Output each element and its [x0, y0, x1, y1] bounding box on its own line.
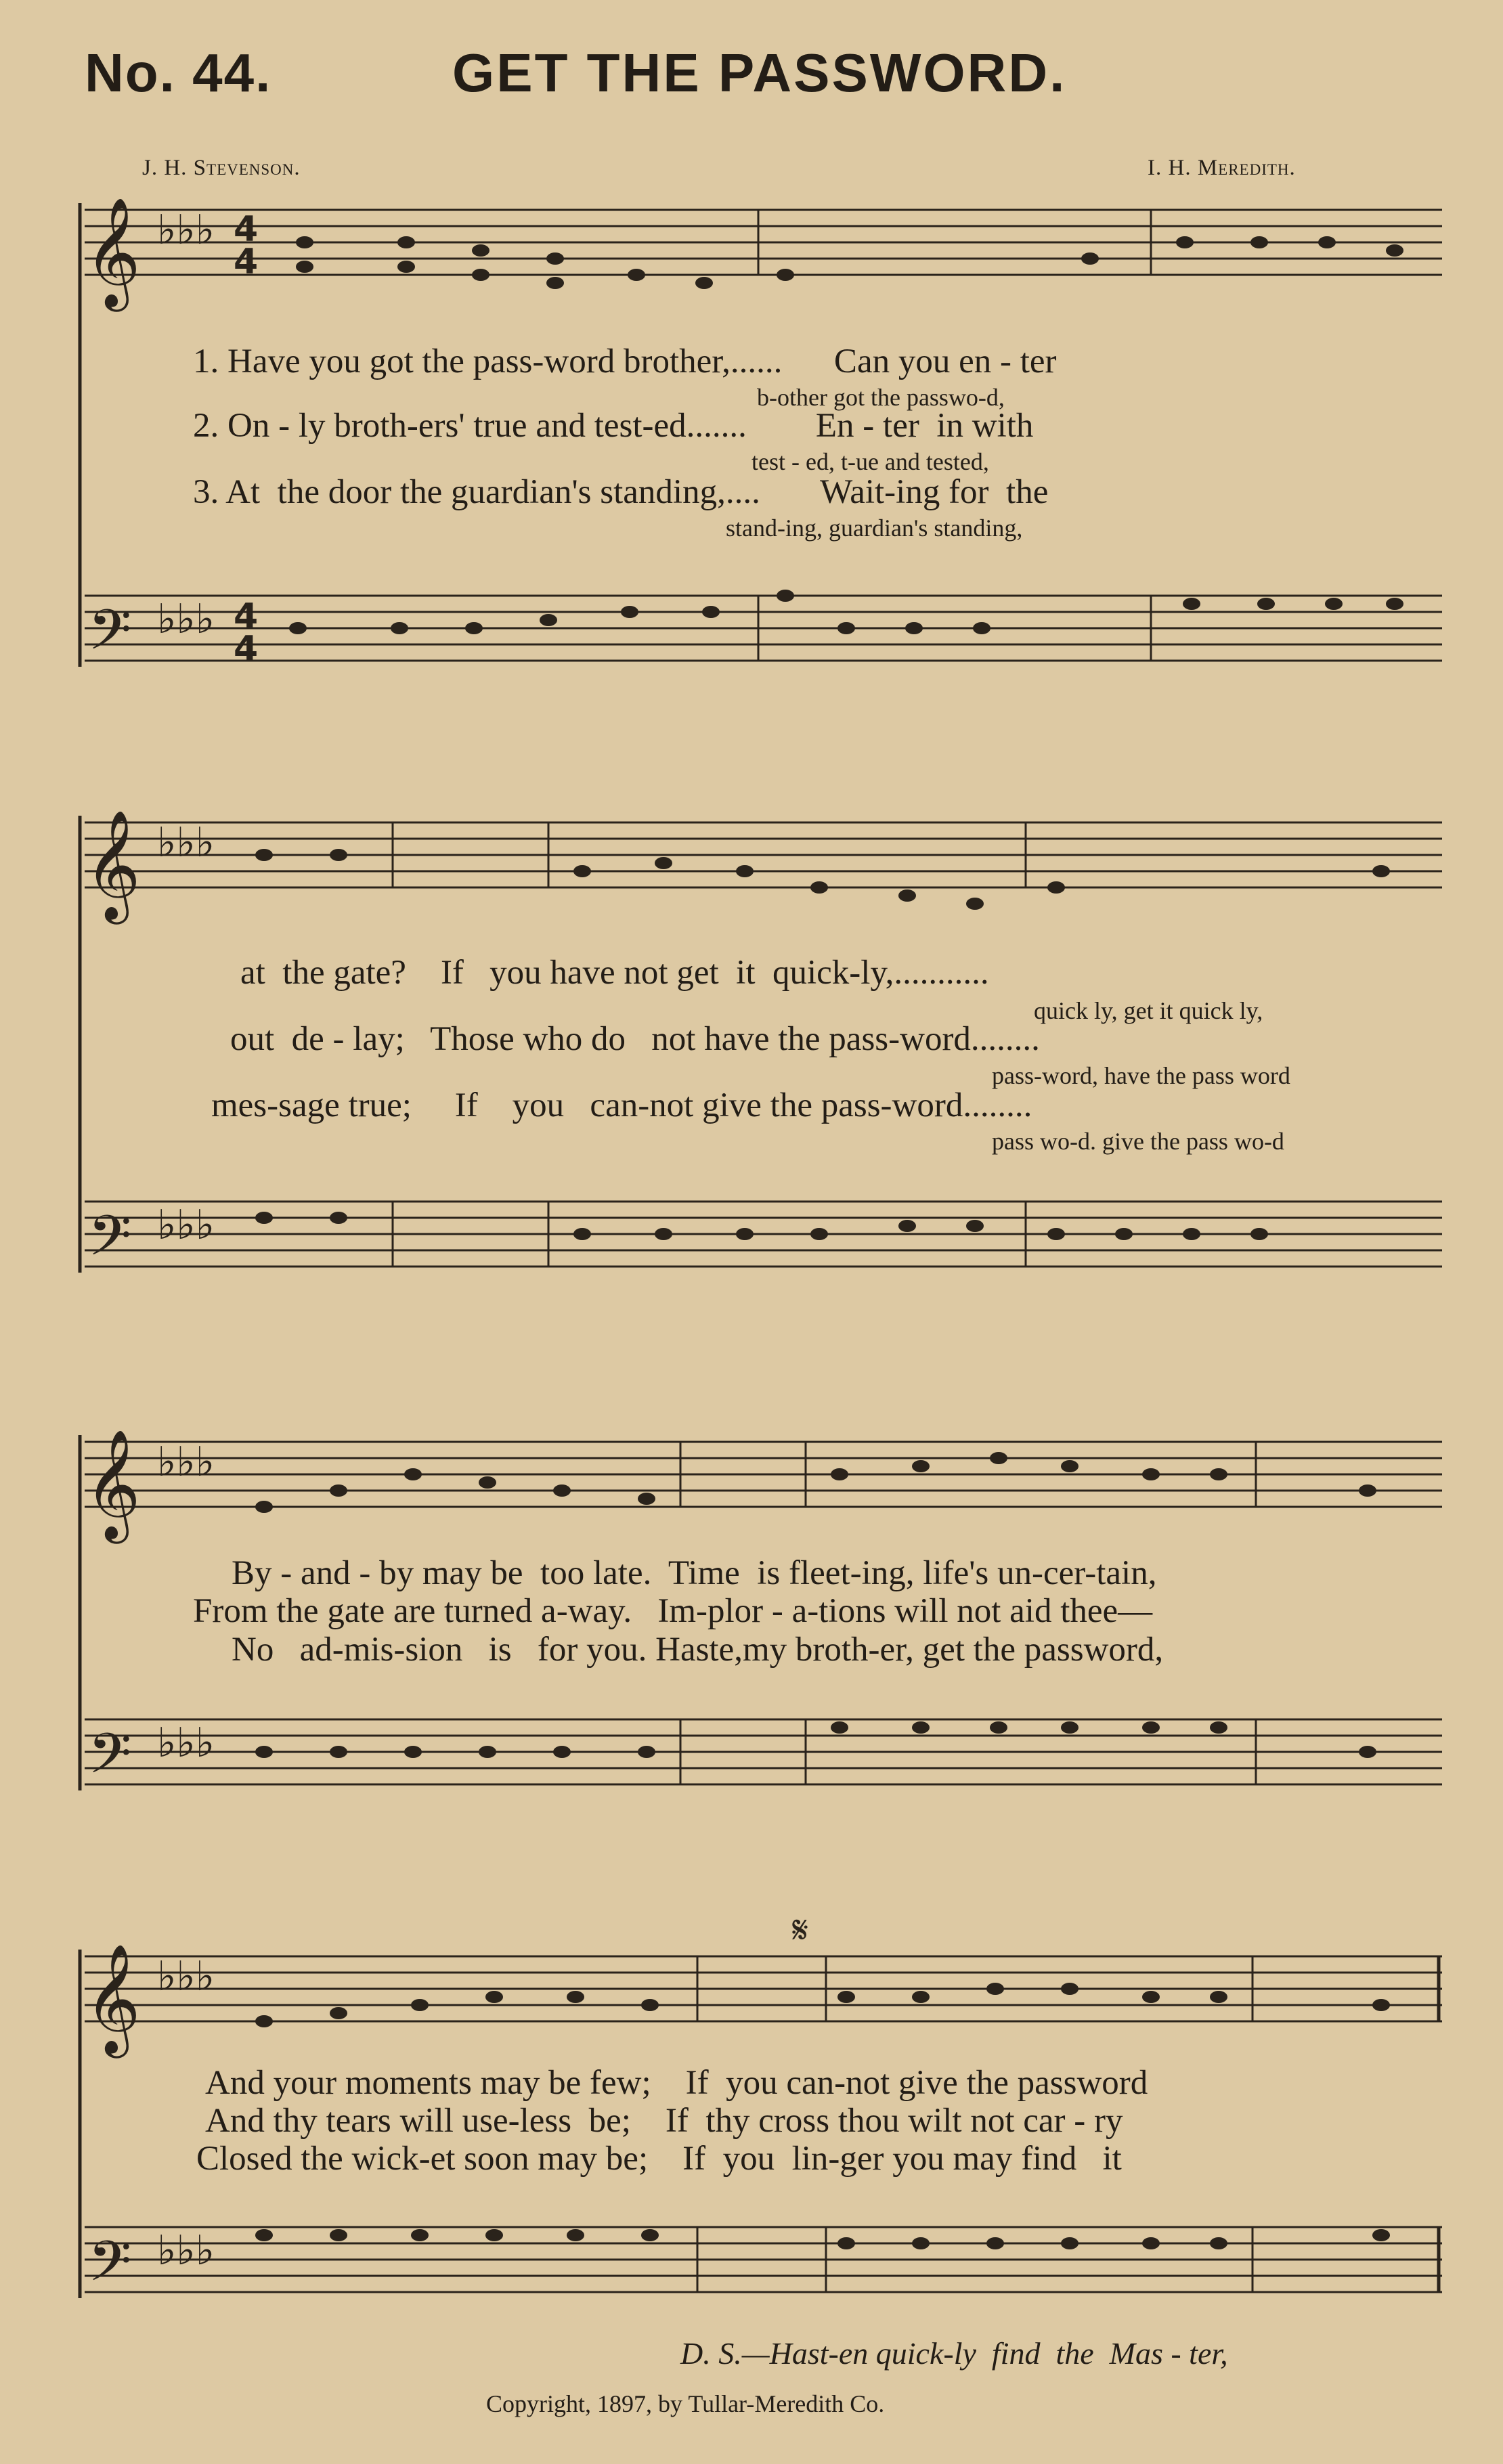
svg-text:4: 4: [234, 596, 259, 637]
lyric-line-2-verse-3: mes-sage true; If you can-not give the pass-word........: [211, 1086, 1032, 1124]
copyright-notice: Copyright, 1897, by Tullar-Meredith Co.: [486, 2390, 885, 2417]
svg-text:♭♭♭: ♭♭♭: [157, 1438, 215, 1486]
svg-text:♭♭♭: ♭♭♭: [157, 1202, 215, 1249]
svg-text:♭♭♭: ♭♭♭: [157, 206, 215, 254]
svg-text:4: 4: [234, 242, 259, 282]
staff-bass-2: [85, 1202, 1442, 1267]
staff-bass-4: [85, 2227, 1442, 2292]
lyric-line-3-verse-2: From the gate are turned a-way. Im-plor - a-tions will not aid thee—: [193, 1592, 1153, 1630]
staff-treble-4: [85, 1956, 1442, 2021]
staff-bass-3: [85, 1719, 1442, 1784]
svg-text:4: 4: [234, 209, 259, 250]
echo-line-2-verse-1: quick ly, get it quick ly,: [1034, 997, 1263, 1024]
echo-line-1-verse-2: test - ed, t-ue and tested,: [752, 448, 989, 475]
echo-line-2-verse-3: pass wo-d. give the pass wo-d: [992, 1128, 1284, 1155]
svg-text:♭♭♭: ♭♭♭: [157, 596, 215, 643]
dal-segno-text: D. S.—Hast-en quick-ly find the Mas - ter,: [680, 2336, 1228, 2371]
svg-text:𝄞: 𝄞: [85, 810, 141, 920]
lyric-line-1-verse-1: 1. Have you got the pass-word brother,...... Can you en - ter: [193, 343, 1057, 380]
lyricist-credit: J. H. Stevenson.: [142, 156, 301, 180]
svg-text:𝄞: 𝄞: [85, 197, 141, 307]
echo-line-1-verse-3: stand-ing, guardian's standing,: [726, 514, 1023, 542]
hymn-number: No. 44.: [85, 43, 272, 103]
svg-text:♭♭♭: ♭♭♭: [157, 2227, 215, 2274]
svg-text:𝄢: 𝄢: [88, 2228, 132, 2308]
composer-credit: I. H. Meredith.: [1148, 156, 1296, 180]
lyric-line-1-verse-3: 3. At the door the guardian's standing,.... Wait-ing for the: [193, 473, 1049, 511]
staff-treble-2: [85, 822, 1442, 887]
lyric-line-4-verse-1: And your moments may be few; If you can-not give the password: [205, 2064, 1148, 2102]
svg-text:♭♭♭: ♭♭♭: [157, 819, 215, 866]
svg-text:𝄋: 𝄋: [792, 1908, 809, 1952]
echo-line-1-verse-1: b-other got the passwo-d,: [757, 384, 1005, 411]
svg-text:4: 4: [234, 629, 259, 669]
staff-treble-1: [85, 210, 1442, 275]
svg-text:𝄞: 𝄞: [85, 1429, 141, 1539]
svg-text:𝄢: 𝄢: [88, 1203, 132, 1282]
lyric-line-4-verse-2: And thy tears will use-less be; If thy cross thou wilt not car - ry: [205, 2102, 1123, 2140]
lyric-line-3-verse-1: By - and - by may be too late. Time is fleet-ing, life's un-cer-tain,: [232, 1554, 1157, 1592]
echo-line-2-verse-2: pass-word, have the pass word: [992, 1062, 1290, 1089]
svg-text:♭♭♭: ♭♭♭: [157, 1719, 215, 1767]
lyric-line-2-verse-1: at the gate? If you have not get it quick-ly,...........: [240, 954, 989, 992]
svg-text:𝄢: 𝄢: [88, 1721, 132, 1800]
svg-text:♭♭♭: ♭♭♭: [157, 1953, 215, 2000]
lyric-line-3-verse-3: No ad-mis-sion is for you. Haste,my broth-er, get the password,: [232, 1631, 1164, 1669]
staff-treble-3: [85, 1442, 1442, 1507]
svg-text:𝄞: 𝄞: [85, 1943, 141, 2054]
lyric-line-1-verse-2: 2. On - ly broth-ers' true and test-ed....... En - ter in with: [193, 407, 1034, 445]
hymn-title: GET THE PASSWORD.: [452, 43, 1067, 103]
svg-text:𝄢: 𝄢: [88, 597, 132, 676]
staff-bass-1: [85, 596, 1442, 661]
lyric-line-2-verse-2: out de - lay; Those who do not have the pass-word........: [230, 1020, 1040, 1058]
lyric-line-4-verse-3: Closed the wick-et soon may be; If you lin-ger you may find it: [196, 2140, 1122, 2178]
